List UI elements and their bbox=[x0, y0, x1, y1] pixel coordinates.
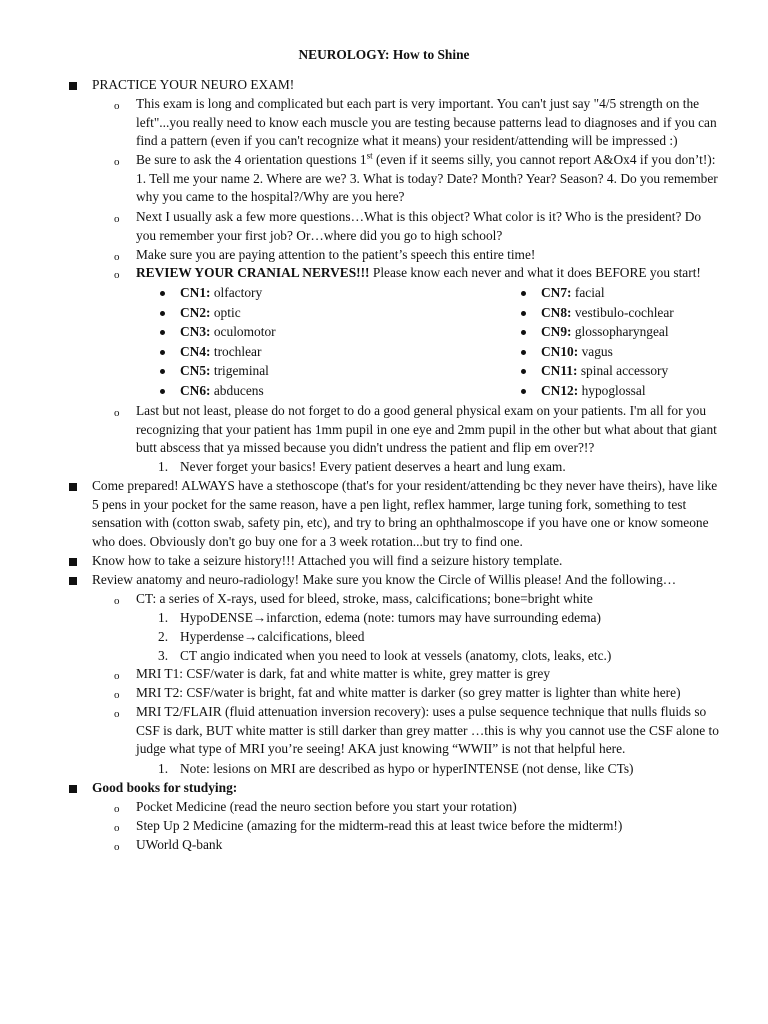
circle-bullet-icon: o bbox=[114, 407, 120, 419]
circle-bullet-icon: o bbox=[114, 213, 120, 225]
paragraph: Know how to take a seizure history!!! Attached you will find a seizure history template. bbox=[92, 553, 563, 568]
bullet-icon bbox=[521, 389, 526, 394]
paragraph: MRI T2/FLAIR (fluid attenuation inversion recovery): uses a pulse sequence technique that nulls fluids so CSF is dark, BUT white matter is still darker than grey matter …this is why you cannot use the CSF alone to judge what type of MRI you’re seeing! AKA just knowing “WWII” is not that helpful here. bbox=[136, 704, 719, 757]
paragraph: Next I usually ask a few more questions…What is this object? What color is it? Who is the president? Do you remember your first job? Or…where did you go to high school? bbox=[136, 209, 702, 243]
list-item: Pocket Medicine (read the neuro section before you start your rotation) bbox=[136, 799, 517, 814]
list-number: 3. bbox=[158, 648, 169, 663]
circle-bullet-icon: o bbox=[114, 689, 120, 701]
list-number: 2. bbox=[158, 629, 169, 644]
cranial-nerve-item: CN8: vestibulo-cochlear bbox=[541, 305, 674, 320]
circle-bullet-icon: o bbox=[114, 595, 120, 607]
list-item: Step Up 2 Medicine (amazing for the midterm-read this at least twice before the midterm!) bbox=[136, 818, 623, 833]
paragraph: MRI T1: CSF/water is dark, fat and white matter is white, grey matter is grey bbox=[136, 666, 551, 681]
cranial-nerve-item: CN7: facial bbox=[541, 285, 605, 300]
section-heading: PRACTICE YOUR NEURO EXAM! bbox=[92, 77, 295, 92]
bullet-icon bbox=[521, 350, 526, 355]
bullet-icon bbox=[160, 291, 165, 296]
cranial-nerve-item: CN11: spinal accessory bbox=[541, 363, 669, 378]
bullet-icon bbox=[521, 369, 526, 374]
bullet-icon bbox=[160, 369, 165, 374]
circle-bullet-icon: o bbox=[114, 269, 120, 281]
cranial-nerve-item: CN10: vagus bbox=[541, 344, 613, 359]
cranial-nerve-item: CN2: optic bbox=[180, 305, 241, 320]
paragraph: Be sure to ask the 4 orientation questions 1st (even if it seems silly, you cannot report A&Ox4 if you don’t!): 1. Tell me your name 2. Where are we? 3. What is today? Date? Month? Year? Season? 4. Do you remember why you came to the hospital?/Why are you here? bbox=[136, 150, 718, 205]
cranial-nerve-item: CN3: oculomotor bbox=[180, 324, 276, 339]
cranial-nerve-item: CN1: olfactory bbox=[180, 285, 263, 300]
circle-bullet-icon: o bbox=[114, 670, 120, 682]
cranial-nerve-item: CN9: glossopharyngeal bbox=[541, 324, 669, 339]
sub-item: Never forget your basics! Every patient deserves a heart and lung exam. bbox=[180, 459, 566, 474]
circle-bullet-icon: o bbox=[114, 822, 120, 834]
sub-item: Hyperdense→calcifications, bleed bbox=[180, 629, 365, 644]
cranial-nerve-item: CN12: hypoglossal bbox=[541, 383, 646, 398]
list-number: 1. bbox=[158, 761, 169, 776]
page-title: NEUROLOGY: How to Shine bbox=[298, 47, 470, 62]
square-bullet-icon bbox=[69, 483, 77, 491]
square-bullet-icon bbox=[69, 82, 77, 90]
paragraph: REVIEW YOUR CRANIAL NERVES!!! Please know each never and what it does BEFORE you start! bbox=[136, 265, 701, 280]
circle-bullet-icon: o bbox=[114, 251, 120, 263]
section-heading: Good books for studying: bbox=[92, 780, 238, 795]
square-bullet-icon bbox=[69, 577, 77, 585]
bullet-icon bbox=[521, 311, 526, 316]
paragraph: MRI T2: CSF/water is bright, fat and white matter is darker (so grey matter is lighter than white here) bbox=[136, 685, 681, 700]
circle-bullet-icon: o bbox=[114, 803, 120, 815]
list-number: 1. bbox=[158, 459, 169, 474]
square-bullet-icon bbox=[69, 558, 77, 566]
circle-bullet-icon: o bbox=[114, 708, 120, 720]
list-number: 1. bbox=[158, 610, 169, 625]
paragraph: This exam is long and complicated but each part is very important. You can't just say "4/5 strength on the left"...you really need to know each muscle you are testing because patterns lead to diagnoses and if you can find a pattern (even if you can't recognize what it means) your resident/attending will be impressed :) bbox=[136, 96, 717, 149]
bullet-icon bbox=[160, 350, 165, 355]
circle-bullet-icon: o bbox=[114, 156, 120, 168]
cranial-nerve-item: CN6: abducens bbox=[180, 383, 264, 398]
bullet-icon bbox=[521, 291, 526, 296]
bullet-icon bbox=[160, 389, 165, 394]
paragraph: Come prepared! ALWAYS have a stethoscope (that's for your resident/attending bc they never have theirs), have like 5 pens in your pocket for the same reason, have a pen light, reflex hammer, large tuning fork, something to test sensation with (cotton swab, safety pin, etc), and try to bring an ophthalmoscope if you have one or know someone who does. Obviously don't go buy one for a 3 week rotation...but try to find one. bbox=[92, 478, 718, 550]
circle-bullet-icon: o bbox=[114, 841, 120, 853]
circle-bullet-icon: o bbox=[114, 100, 120, 112]
bullet-icon bbox=[521, 330, 526, 335]
sub-item: HypoDENSE→infarction, edema (note: tumors may have surrounding edema) bbox=[180, 610, 601, 625]
bullet-icon bbox=[160, 311, 165, 316]
square-bullet-icon bbox=[69, 785, 77, 793]
paragraph: CT: a series of X-rays, used for bleed, stroke, mass, calcifications; bone=bright white bbox=[136, 591, 593, 606]
paragraph: Review anatomy and neuro-radiology! Make sure you know the Circle of Willis please! And the following… bbox=[92, 572, 677, 587]
cranial-nerve-item: CN5: trigeminal bbox=[180, 363, 269, 378]
paragraph: Make sure you are paying attention to the patient’s speech this entire time! bbox=[136, 247, 536, 262]
sub-item: Note: lesions on MRI are described as hypo or hyperINTENSE (not dense, like CTs) bbox=[180, 761, 634, 776]
cranial-nerve-item: CN4: trochlear bbox=[180, 344, 262, 359]
paragraph: Last but not least, please do not forget to do a good general physical exam on your patients. I'm all for you recognizing that your patient has 1mm pupil in one eye and 2mm pupil in the other but what about that giant butt abscess that ya missed because you didn't undress the patient and flip em over?!? bbox=[136, 403, 717, 456]
bullet-icon bbox=[160, 330, 165, 335]
list-item: UWorld Q-bank bbox=[136, 837, 223, 852]
sub-item: CT angio indicated when you need to look at vessels (anatomy, clots, leaks, etc.) bbox=[180, 648, 612, 663]
